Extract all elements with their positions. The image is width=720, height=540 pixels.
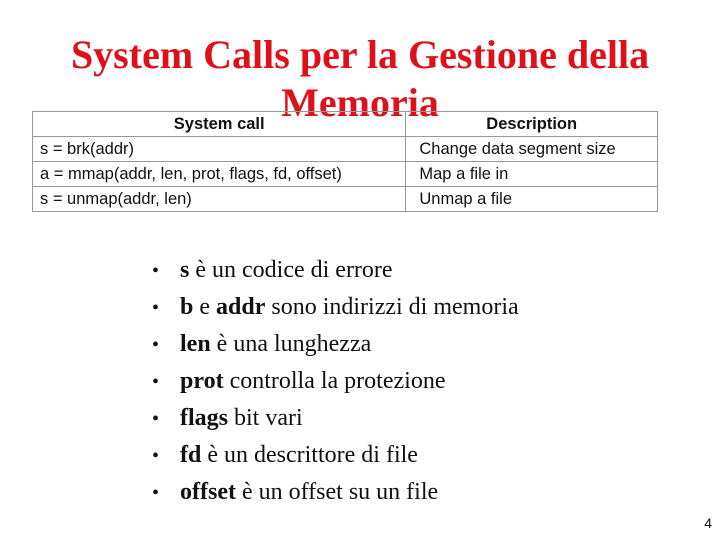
description-cell: Unmap a file: [406, 187, 658, 212]
description-cell: Map a file in: [406, 162, 658, 187]
table-header-row: [33, 112, 658, 137]
item-text: bit vari: [228, 405, 303, 431]
list-item: [152, 437, 519, 474]
term-s: s: [180, 257, 190, 283]
item-text: è un codice di errore: [189, 257, 393, 283]
term-fd: fd: [180, 442, 202, 468]
table-row: [33, 187, 658, 212]
system-call-cell: s = brk(addr): [33, 137, 406, 162]
bullet-dot: •: [152, 445, 160, 467]
table-row: [33, 162, 658, 187]
system-call-cell: s = unmap(addr, len): [33, 187, 406, 212]
bullet-dot: •: [152, 260, 160, 282]
term-addr: addr: [216, 294, 266, 320]
item-text: e: [193, 294, 217, 320]
list-item: [152, 252, 519, 289]
slide-title-line-2: Memoria: [281, 79, 439, 125]
description-cell: Change data segment size: [406, 137, 658, 162]
header-description: Description: [406, 112, 658, 137]
list-item: [152, 363, 519, 400]
bullet-dot: •: [152, 334, 160, 356]
item-text: sono indirizzi di memoria: [265, 294, 519, 320]
bullet-dot: •: [152, 408, 160, 430]
item-text: è una lunghezza: [210, 331, 372, 357]
page-number: 4: [704, 515, 712, 531]
term-len: len: [180, 331, 211, 357]
bullet-dot: •: [152, 371, 160, 393]
slide-title-line-1: System Calls per la Gestione della: [70, 31, 650, 77]
header-system-call: System call: [33, 112, 406, 137]
list-item: [152, 289, 519, 326]
bullet-dot: •: [152, 482, 160, 504]
item-text: controlla la protezione: [223, 368, 446, 394]
item-text: è un descrittore di file: [201, 442, 418, 468]
system-call-table: [32, 111, 658, 212]
list-item: [152, 326, 519, 363]
bullet-list: [152, 252, 519, 511]
system-call-cell: a = mmap(addr, len, prot, flags, fd, offset): [33, 162, 406, 187]
term-flags: flags: [180, 405, 228, 431]
table-row: [33, 137, 658, 162]
item-text: è un offset su un file: [235, 479, 439, 505]
list-item: [152, 400, 519, 437]
term-offset: offset: [180, 479, 236, 505]
term-prot: prot: [180, 368, 224, 394]
term-b: b: [180, 294, 194, 320]
bullet-dot: •: [152, 297, 160, 319]
list-item: [152, 474, 519, 511]
